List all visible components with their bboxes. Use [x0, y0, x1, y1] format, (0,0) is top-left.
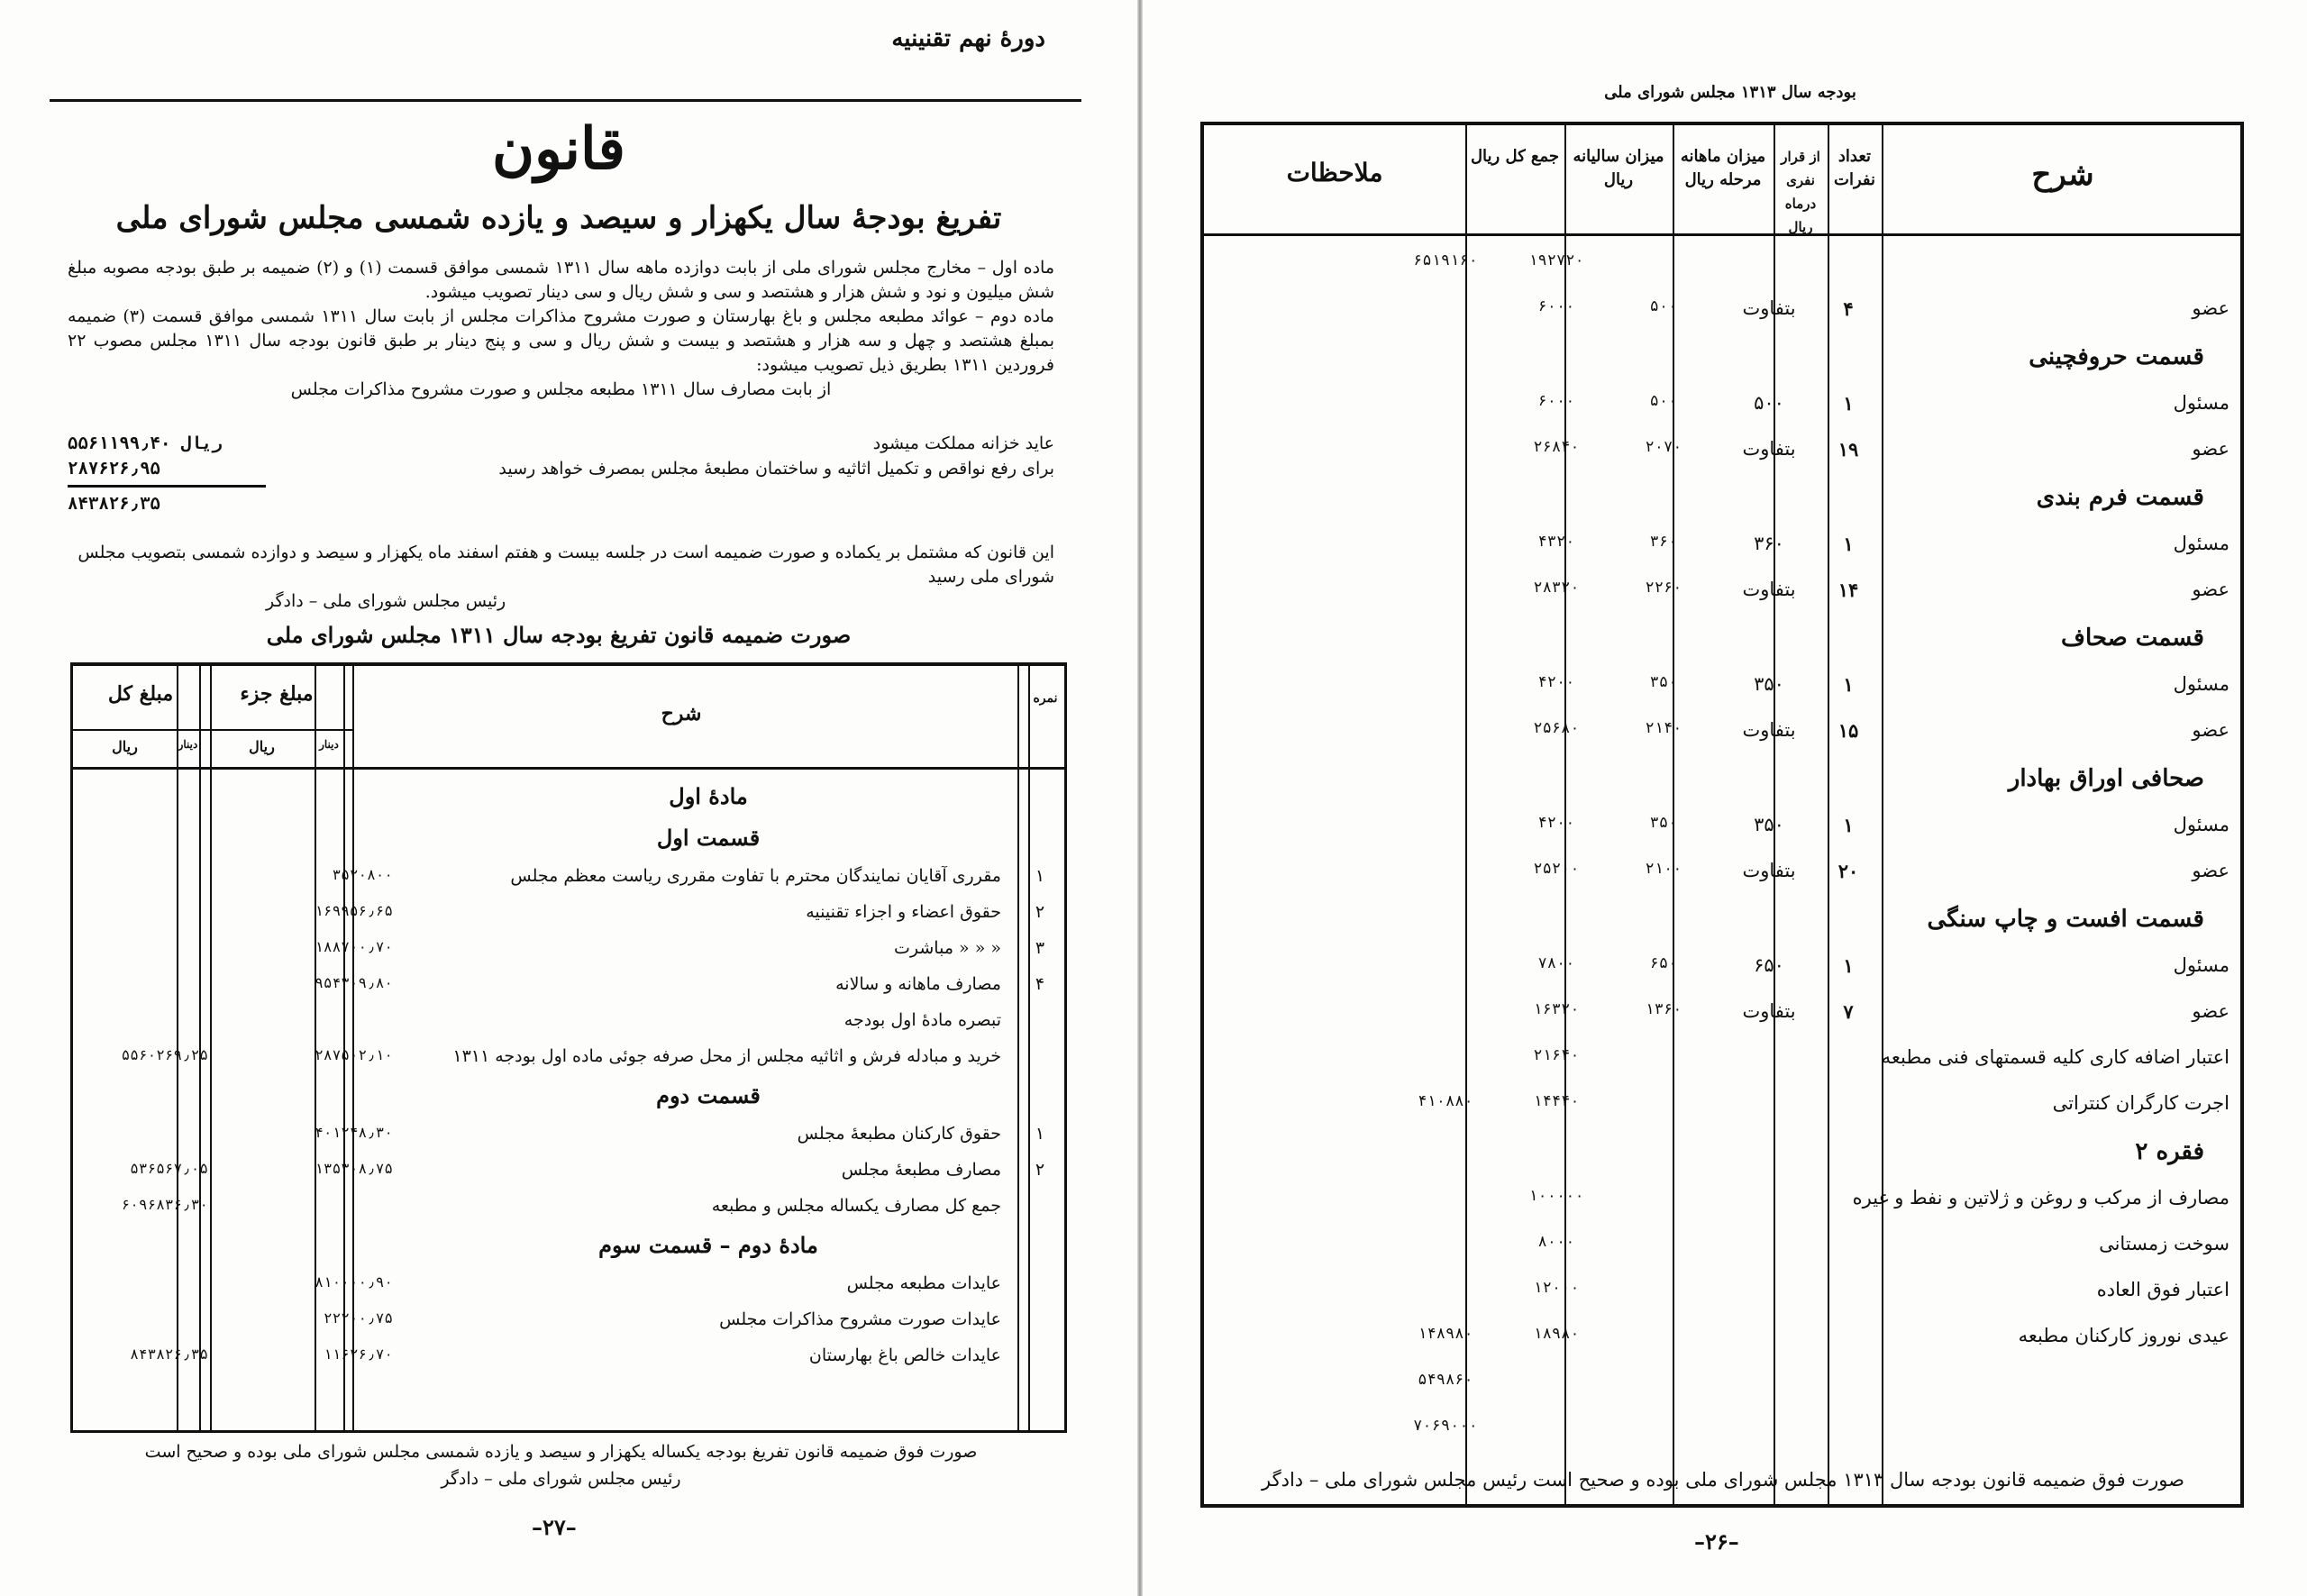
table-row	[73, 866, 1064, 900]
table-row	[73, 1046, 1064, 1081]
footer-note: صورت فوق ضمیمه قانون بودجه سال ۱۳۱۳ مجلس شورای ملی بوده و صحیح است رئیس مجلس شورای ملی – دادگر	[1262, 1469, 2184, 1491]
budget-table	[1200, 122, 2244, 1508]
row-description: حقوق اعضاء و اجزاء تقنینیه	[806, 902, 1001, 922]
row-description: عضو	[2192, 438, 2229, 460]
row-yearly: ۴۳۲۰	[1537, 533, 1575, 551]
table-row	[1204, 1138, 2240, 1178]
table-row	[73, 1232, 1064, 1266]
row-monthly: ۵۰۰	[1649, 297, 1678, 315]
row-monthly: ۳۵۰	[1649, 673, 1678, 691]
table-row	[1204, 438, 2240, 478]
header-total: جمع کل ریال	[1470, 147, 1560, 166]
row-yearly: ۱۴۴۴۰	[1533, 1092, 1580, 1110]
row-total: ۶۵۱۹۱۶۰	[1413, 251, 1478, 269]
row-total-amount: ۵۳۶۵۶۷٫۰۵	[130, 1160, 208, 1177]
row-part-amount: ۸۱۰۰۰۰٫۹۰	[315, 1273, 393, 1290]
row-count: ۱	[1843, 814, 1854, 836]
row-description: قسمت فرم بندی	[2036, 484, 2204, 511]
left-page	[0, 0, 1117, 1596]
table-row	[1204, 392, 2240, 432]
amount-label: عاید خزانه مملکت میشود	[872, 433, 1054, 453]
footer-note	[68, 1438, 1054, 1492]
amount-value: ۵۵۶۱۱۹۹٫۴۰ ریال	[68, 433, 223, 453]
signature: رئیس مجلس شورای ملی – دادگر	[266, 591, 506, 611]
table-row	[73, 825, 1064, 859]
row-description: اجرت کارگران کنتراتی	[2052, 1092, 2229, 1114]
closing-paragraph: این قانون که مشتمل بر یکماده و صورت ضمیمه است در جلسه بیست و هفتم اسفند ماه یکهزار و سیصد و دوازده شمسی بتصویب مجلس شورای ملی رسید	[78, 543, 1054, 587]
header-part-amount: مبلغ جزء	[240, 682, 314, 706]
row-description: مسئول	[2173, 814, 2229, 835]
paragraph: از بابت مصارف سال ۱۳۱۱ مطبعه مجلس و صورت مشروح مذاکرات مجلس	[290, 379, 832, 399]
row-description: قسمت اول	[656, 825, 761, 851]
row-description: مصارف ماهانه و سالانه	[835, 974, 1001, 994]
row-yearly: ۲۶۸۴۰	[1533, 438, 1580, 456]
table-row	[1204, 1046, 2240, 1086]
row-yearly: ۲۱۶۴۰	[1533, 1046, 1580, 1064]
law-title: تفریغ بودجهٔ سال یکهزار و سیصد و یازده شمسی مجلس شورای ملی	[115, 200, 1002, 236]
table-row	[1204, 673, 2240, 713]
row-range: بتفاوت	[1742, 719, 1796, 741]
row-description: عضو	[2192, 719, 2229, 741]
row-part-amount: ۲۲۲۰۰٫۷۵	[323, 1309, 393, 1327]
row-description: مسئول	[2173, 954, 2229, 976]
page-number: –۲۶–	[1694, 1528, 1739, 1555]
row-description: عیدی نوروز کارکنان مطبعه	[2018, 1325, 2229, 1346]
row-part-amount: ۱۱۶۲۶٫۷۰	[323, 1345, 393, 1363]
table-row	[73, 938, 1064, 972]
table-row	[73, 1196, 1064, 1230]
row-total-amount: ۶۰۹۶۸۳۶٫۳۰	[121, 1196, 208, 1213]
table-row	[1204, 1000, 2240, 1040]
row-yearly: ۸۰۰۰	[1537, 1233, 1575, 1251]
sum-rule	[68, 485, 266, 488]
header-rial: ریال	[112, 738, 138, 755]
row-index: ۱	[1035, 866, 1045, 886]
row-yearly: ۲۵۲۰۰	[1533, 860, 1580, 878]
header-description: شرح	[2031, 157, 2094, 193]
row-description: مسئول	[2173, 533, 2229, 554]
table-row	[1204, 906, 2240, 945]
row-description: خرید و مبادله فرش و اثاثیه مجلس از محل صرفه جوئی ماده اول بودجه ۱۳۱۱	[452, 1046, 1001, 1066]
amount-block	[68, 431, 1054, 516]
row-description: اعتبار فوق العاده	[2096, 1279, 2229, 1300]
row-count: ۱	[1843, 673, 1854, 696]
row-yearly: ۱۹۲۷۲۰	[1528, 251, 1584, 269]
row-yearly: ۶۰۰۰	[1537, 297, 1575, 315]
row-part-amount: ۱۶۹۹۵۶٫۶۵	[315, 902, 393, 919]
table-row	[1204, 484, 2240, 524]
table-row	[1204, 533, 2240, 572]
table-row	[1204, 343, 2240, 383]
row-total: ۱۴۸۹۸۰	[1418, 1325, 1473, 1343]
row-count: ۲۰	[1837, 860, 1859, 882]
footer-note-text: صورت فوق ضمیمه قانون تفریغ بودجه یکساله یکهزار و سیصد و یازده شمسی مجلس شورای ملی بوده و صحیح است	[144, 1442, 978, 1462]
row-description: مسئول	[2173, 673, 2229, 695]
amount-label: برای رفع نواقص و تکمیل اثاثیه و ساختمان مطبعهٔ مجلس بمصرف خواهد رسید	[498, 459, 1054, 479]
row-count: ۱	[1843, 533, 1854, 555]
row-yearly: ۶۰۰۰	[1537, 392, 1575, 410]
header-rial: ریال	[249, 738, 275, 755]
running-head: دورهٔ نهم تقنینیه	[891, 25, 1045, 52]
row-part-amount: ۴۰۱۲۴۸٫۳۰	[315, 1124, 393, 1141]
row-monthly: ۲۲۶۰	[1645, 579, 1682, 597]
row-description: مقرری آقایان نمایندگان محترم با تفاوت مقرری ریاست معظم مجلس	[510, 866, 1001, 886]
row-range: بتفاوت	[1742, 1000, 1796, 1022]
header-total-amount: مبلغ کل	[107, 682, 174, 706]
header-rule	[50, 99, 1081, 102]
row-description: عایدات خالص باغ بهارستان	[808, 1345, 1001, 1365]
table-row	[1204, 297, 2240, 337]
row-description: قسمت افست و چاپ سنگی	[1927, 906, 2204, 933]
table-row	[1204, 765, 2240, 805]
page-title: قانون	[492, 115, 625, 183]
row-range: بتفاوت	[1742, 438, 1796, 460]
row-count: ۱۴	[1837, 579, 1859, 601]
row-total: ۵۴۹۸۶۰	[1418, 1371, 1473, 1389]
table-row	[1204, 1233, 2240, 1272]
row-index: ۲	[1035, 902, 1045, 922]
row-monthly: ۶۵۰	[1649, 954, 1678, 972]
table-row	[73, 974, 1064, 1008]
row-monthly: ۳۵۰	[1649, 814, 1678, 832]
row-part-amount: ۹۵۴۳۰۹٫۸۰	[315, 974, 393, 991]
row-description: عضو	[2192, 579, 2229, 600]
row-description: « « « مباشرت	[894, 938, 1001, 958]
row-count: ۷	[1843, 1000, 1854, 1023]
table-row	[1204, 625, 2240, 664]
table-row	[73, 1160, 1064, 1194]
row-index: ۴	[1035, 974, 1045, 994]
row-description: عضو	[2192, 1000, 2229, 1022]
book-spine	[1137, 0, 1143, 1596]
row-description: مصارف از مرکب و روغن و ژلاتین و نفط و غیره	[1852, 1187, 2229, 1208]
paragraph: ماده دوم – عوائد مطبعه مجلس و باغ بهارستان و صورت مشروح مذاکرات مجلس از بابت سال ۱۳۱۱ شمسی موافق قسمت (۳) ضمیمه بمبلغ هشتصد و چهل و سه هزار و هشتصد و بیست و شش ریال و سی و پنج دینار بر طبق قانون بودجه سال ۱۳۱۱ مجلس مصوب ۲۲ فروردین ۱۳۱۱ بطریق ذیل تصویب میشود:	[68, 306, 1054, 375]
row-description: مصارف مطبعهٔ مجلس	[841, 1160, 1001, 1180]
row-yearly: ۱۶۳۲۰	[1533, 1000, 1580, 1018]
row-monthly: ۳۶۰	[1649, 533, 1678, 551]
closing-text	[68, 541, 1054, 614]
header-count: تعداد نفرات	[1834, 147, 1875, 189]
row-description: مادهٔ اول	[669, 783, 748, 809]
row-yearly: ۱۲۰۰۰	[1533, 1279, 1580, 1297]
row-total: ۴۱۰۸۸۰	[1418, 1092, 1473, 1110]
row-range: ۶۵۰	[1754, 954, 1784, 976]
row-description: مسئول	[2173, 392, 2229, 414]
row-monthly: ۵۰۰	[1649, 392, 1678, 410]
row-description: صحافی اوراق بهادار	[2008, 765, 2204, 792]
row-range: ۵۰۰	[1754, 392, 1784, 414]
table-row	[1204, 954, 2240, 994]
row-yearly: ۷۸۰۰	[1537, 954, 1575, 972]
row-range: ۳۶۰	[1754, 533, 1784, 554]
row-range: بتفاوت	[1742, 860, 1796, 881]
row-monthly: ۲۰۷۰	[1645, 438, 1682, 456]
row-yearly: ۴۲۰۰	[1537, 673, 1575, 691]
row-yearly: ۱۰۰۰۰۰	[1528, 1187, 1584, 1205]
paragraph: ماده اول – مخارج مجلس شورای ملی از بابت دوازده ماهه سال ۱۳۱۱ شمسی موافق قسمت (۱) و (۲) ضمیمه بر طبق بودجه مصوبه مبلغ شش میلیون و نود و شش هزار و هشتصد و سی و شش ریال و سی دینار تصویب میشود.	[68, 258, 1054, 302]
table-row	[73, 783, 1064, 817]
row-yearly: ۲۸۳۲۰	[1533, 579, 1580, 597]
row-description: عضو	[2192, 297, 2229, 319]
row-description: فقره ۲	[2135, 1138, 2204, 1165]
table-row	[1204, 1279, 2240, 1318]
row-description: عایدات مطبعه مجلس	[846, 1273, 1001, 1293]
table-row	[73, 1345, 1064, 1380]
amount-value: ۲۸۷۶۲۶٫۹۵	[68, 459, 160, 479]
row-count: ۱	[1843, 392, 1854, 415]
row-count: ۴	[1843, 297, 1854, 320]
row-part-amount: ۳۵۲۰۸۰۰	[332, 866, 393, 883]
amount-total: ۸۴۳۸۲۶٫۳۵	[68, 494, 160, 514]
row-total-amount: ۵۵۶۰۲۶۹٫۲۵	[121, 1046, 208, 1063]
row-description: عایدات صورت مشروح مذاکرات مجلس	[719, 1309, 1001, 1329]
footer-signature: رئیس مجلس شورای ملی – دادگر	[441, 1469, 681, 1489]
row-count: ۱۹	[1837, 438, 1859, 461]
row-yearly: ۲۵۶۸۰	[1533, 719, 1580, 737]
annex-table	[70, 662, 1067, 1433]
row-description: قسمت صحاف	[2061, 625, 2204, 652]
header-dinar: دینار	[319, 738, 339, 751]
header-description: شرح	[661, 702, 702, 725]
row-range: بتفاوت	[1742, 297, 1796, 319]
row-count: ۱۵	[1837, 719, 1859, 742]
row-range: ۳۵۰	[1754, 814, 1784, 835]
table-row	[73, 1010, 1064, 1044]
row-description: مادهٔ دوم – قسمت سوم	[598, 1232, 818, 1258]
table-row	[1204, 814, 2240, 853]
row-count: ۱	[1843, 954, 1854, 977]
row-total: ۷۰۶۹۰۰۰	[1413, 1417, 1478, 1435]
row-range: ۳۵۰	[1754, 673, 1784, 695]
row-description: تبصره مادهٔ اول بودجه	[843, 1010, 1001, 1030]
table-row	[73, 1124, 1064, 1158]
running-head: بودجه سال ۱۳۱۳ مجلس شورای ملی	[1604, 83, 1856, 102]
table-row	[1204, 579, 2240, 618]
table-row	[73, 1309, 1064, 1344]
row-monthly: ۲۱۴۰	[1645, 719, 1682, 737]
row-description: سوخت زمستانی	[2099, 1233, 2229, 1254]
table-row	[73, 1273, 1064, 1308]
table-row	[1204, 1417, 2240, 1456]
table-row	[1204, 1325, 2240, 1364]
table-row	[73, 902, 1064, 936]
row-total-amount: ۸۴۳۸۲۶٫۳۵	[130, 1345, 208, 1363]
row-part-amount: ۲۸۷۵۰۲٫۱۰	[315, 1046, 393, 1063]
row-yearly: ۴۲۰۰	[1537, 814, 1575, 832]
row-yearly: ۱۸۹۸۰	[1533, 1325, 1580, 1343]
table-row	[1204, 1092, 2240, 1132]
page-number: –۲۷–	[532, 1514, 577, 1540]
table-row	[1204, 251, 2240, 291]
row-description: جمع کل مصارف یکساله مجلس و مطبعه	[711, 1196, 1001, 1216]
header-yearly: میزان سالیانه ریال	[1573, 147, 1664, 189]
row-description: عضو	[2192, 860, 2229, 881]
right-page	[1154, 0, 2307, 1596]
table-row	[73, 1082, 1064, 1117]
row-monthly: ۲۱۰۰	[1645, 860, 1682, 878]
row-index: ۱	[1035, 1124, 1045, 1144]
row-part-amount: ۱۸۸۷۰۰٫۷۰	[315, 938, 393, 955]
row-index: ۲	[1035, 1160, 1045, 1180]
table-row	[1204, 719, 2240, 759]
row-description: قسمت حروفچینی	[2029, 343, 2204, 370]
header-range: از قرار نفری درماه ریال	[1781, 149, 1820, 235]
annex-caption: صورت ضمیمه قانون تفریغ بودجه سال ۱۳۱۱ مجلس شورای ملی	[266, 622, 852, 648]
law-body	[68, 256, 1054, 402]
header-index: نمره	[1033, 691, 1058, 706]
header-monthly: میزان ماهانه مرحله ریال	[1680, 147, 1766, 189]
row-index: ۳	[1035, 938, 1045, 958]
row-description: اعتبار اضافه کاری کلیه قسمتهای فنی مطبعه	[1881, 1046, 2229, 1068]
header-remarks: ملاحظات	[1286, 158, 1383, 187]
row-description: قسمت دوم	[656, 1082, 761, 1108]
row-description: حقوق کارکنان مطبعهٔ مجلس	[797, 1124, 1001, 1144]
table-row	[1204, 1371, 2240, 1410]
row-monthly: ۱۳۶۰	[1645, 1000, 1682, 1018]
row-part-amount: ۱۳۵۳۰۸٫۷۵	[315, 1160, 393, 1177]
table-row	[1204, 1187, 2240, 1227]
table-row	[1204, 860, 2240, 899]
row-range: بتفاوت	[1742, 579, 1796, 600]
header-dinar: دینار	[178, 738, 198, 751]
